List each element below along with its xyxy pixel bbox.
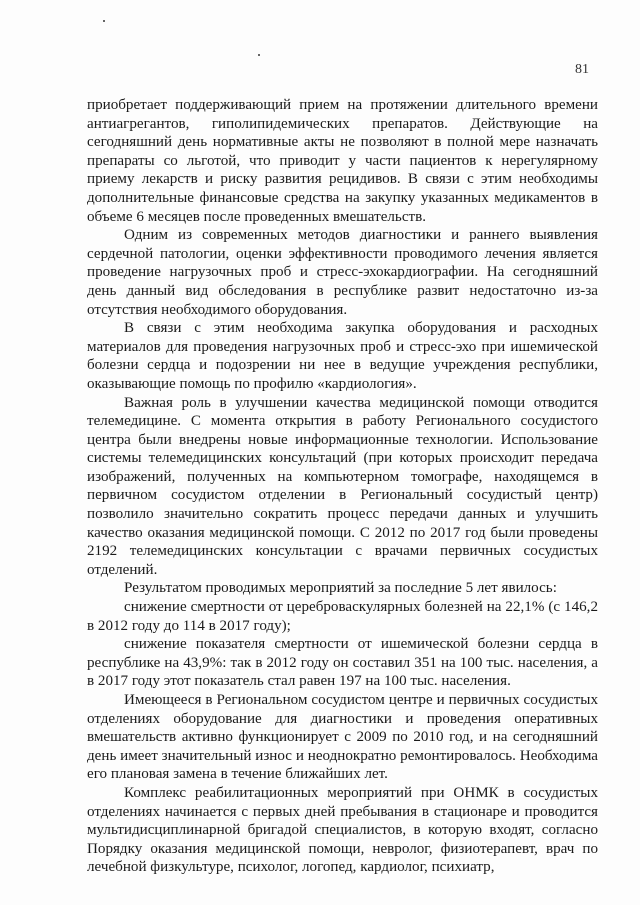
paragraph-result-cerebrovascular: снижение смертности от цереброваскулярных болезней на 22,1% (с 146,2 в 2012 году до 114 в 2017 году); [87,599,598,634]
paragraph-result-ischemic: снижение показателя смертности от ишемической болезни сердца в республике на 43,9%: так в 2012 году он составил 351 на 100 тыс. населения, а в 2017 году этот показатель стал равен 197 на 100 тыс. населения. [87,636,598,690]
paragraph-continuation: приобретает поддерживающий прием на протяжении длительного времени антиагрегантов, гиполипидемических препаратов. Действующие на сегодняшний день нормативные акты не позволяют в полной мере назначать препараты со льготой, что приводит у части пациентов к нерегулярному приему лекарств и риску развития рецидивов. В связи с этим необходимы дополнительные финансовые средства на закупку указанных медикаментов в объеме 6 месяцев после проведенных вмешательств. [87,97,598,225]
paragraph-rehabilitation: Комплекс реабилитационных мероприятий при ОНМК в сосудистых отделениях начинается с первых дней пребывания в стационаре и проводится мультидисциплинарной бригадой специалистов, в которую входят, согласно Порядку оказания медицинской помощи, невролог, физиотерапевт, врач по лечебной физкультуре, психолог, логопед, кардиолог, психиатр, [87,784,598,876]
paragraph-stress-testing: Одним из современных методов диагностики и раннего выявления сердечной патологии, оценки эффективности проводимого лечения является проведение нагрузочных проб и стресс-эхокардиографии. На сегодняшний день данный вид обследования в республике развит недостаточно из-за отсутствия необходимого оборудования. [87,227,598,318]
body-text [87,96,598,877]
paragraph-telemedicine: Важная роль в улучшении качества медицинской помощи отводится телемедицине. С момента открытия в работу Регионального сосудистого центра были внедрены новые информационные технологии. Использование системы телемедицинских консультаций (при которых происходит передача изображений, полученных на компьютерном томографе, находящемся в первичном сосудистом отделении в Региональный сосудистый центр) позволило значительно сократить процесс передачи данных и улучшить качество оказания медицинской помощи. С 2012 по 2017 год были проведены 2192 телемедицинских консультации с врачами первичных сосудистых отделений. [87,394,598,578]
scan-speck [258,54,260,56]
page-number: 81 [575,62,589,77]
paragraph-equipment-purchase: В связи с этим необходима закупка оборудования и расходных материалов для проведения нагрузочных проб и стресс-эхо при ишемической болезни сердца и подозрении ни нее в ведущие учреждения республики, оказывающие помощь по профилю «кардиология». [87,320,598,392]
scan-speck [103,20,105,22]
paragraph-results-intro: Результатом проводимых мероприятий за последние 5 лет явилось: [124,580,557,597]
paragraph-equipment-wear: Имеющееся в Региональном сосудистом центре и первичных сосудистых отделениях оборудование для диагностики и проведения оперативных вмешательств активно функционирует с 2009 по 2010 год, и на сегодняшний день имеет значительный износ и неоднократно ремонтировалось. Необходима его плановая замена в течение ближайших лет. [87,692,598,783]
